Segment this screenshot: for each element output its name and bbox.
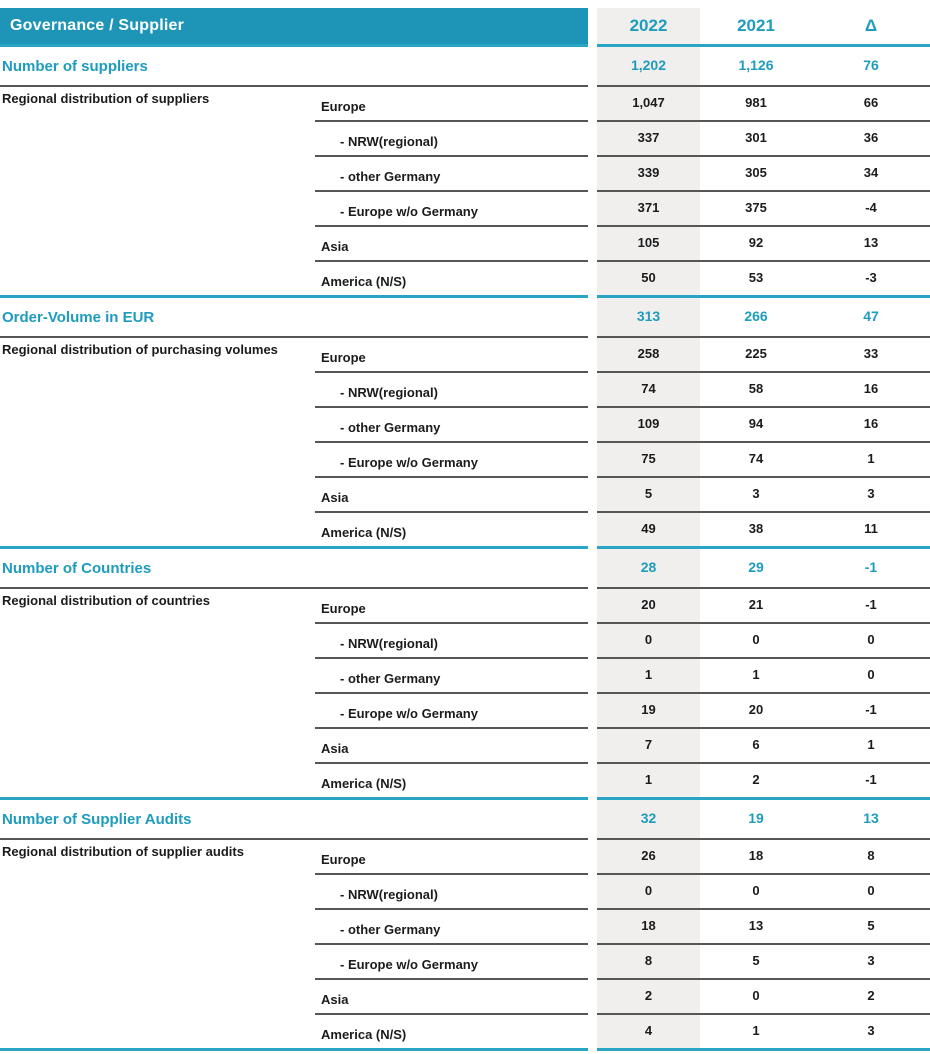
row-group-label	[0, 192, 315, 227]
table-section	[0, 47, 930, 298]
data-row	[0, 478, 930, 513]
value-delta: 2	[812, 980, 930, 1015]
value-2022: 5	[597, 478, 700, 513]
region-label: America (N/S)	[315, 764, 588, 800]
value-2022: 75	[597, 443, 700, 478]
table-title-bar	[0, 8, 588, 47]
value-delta: 0	[812, 875, 930, 910]
value-2021: 0	[700, 875, 812, 910]
column-gap	[588, 338, 597, 373]
value-2021: 58	[700, 373, 812, 408]
data-row	[0, 694, 930, 729]
region-label: Asia	[315, 729, 588, 764]
section-total-2021: 1,126	[700, 47, 812, 87]
table-sections	[0, 47, 930, 1051]
region-label: - Europe w/o Germany	[315, 945, 588, 980]
value-2022: 1,047	[597, 87, 700, 122]
table-section	[0, 298, 930, 549]
section-total-2021: 29	[700, 549, 812, 589]
value-2021: 20	[700, 694, 812, 729]
section-total-delta: 13	[812, 800, 930, 840]
data-row	[0, 659, 930, 694]
row-group-label	[0, 875, 315, 910]
row-group-label	[0, 1015, 315, 1051]
value-2022: 0	[597, 624, 700, 659]
value-delta: 16	[812, 408, 930, 443]
row-group-label	[0, 764, 315, 800]
column-gap	[588, 945, 597, 980]
row-group-label	[0, 513, 315, 549]
value-2021: 92	[700, 227, 812, 262]
value-delta: 66	[812, 87, 930, 122]
column-header-delta: Δ	[812, 8, 930, 47]
column-gap	[588, 478, 597, 513]
value-2021: 301	[700, 122, 812, 157]
column-gap	[588, 443, 597, 478]
value-delta: 36	[812, 122, 930, 157]
section-total-2022: 1,202	[597, 47, 700, 87]
value-2022: 371	[597, 192, 700, 227]
column-gap	[588, 298, 597, 338]
data-row	[0, 589, 930, 624]
column-gap	[588, 47, 597, 87]
column-gap	[588, 840, 597, 875]
column-gap	[588, 694, 597, 729]
row-group-label: Regional distribution of countries	[2, 593, 210, 608]
column-gap	[588, 192, 597, 227]
row-group-label	[0, 910, 315, 945]
column-gap	[588, 157, 597, 192]
value-delta: 0	[812, 659, 930, 694]
column-gap	[588, 549, 597, 589]
region-label: - Europe w/o Germany	[315, 694, 588, 729]
value-2021: 225	[700, 338, 812, 373]
section-title: Number of Countries	[0, 549, 588, 589]
row-group-label	[0, 945, 315, 980]
section-header-row	[0, 298, 930, 338]
value-delta: 16	[812, 373, 930, 408]
column-gap	[588, 764, 597, 800]
column-gap	[588, 589, 597, 624]
value-delta: 3	[812, 478, 930, 513]
data-row	[0, 875, 930, 910]
table-section	[0, 549, 930, 800]
section-total-2022: 28	[597, 549, 700, 589]
value-delta: 3	[812, 945, 930, 980]
data-row	[0, 764, 930, 800]
value-2022: 20	[597, 589, 700, 624]
section-total-2022: 313	[597, 298, 700, 338]
section-header-row	[0, 800, 930, 840]
row-group-label	[0, 262, 315, 298]
region-label: America (N/S)	[315, 262, 588, 298]
data-row	[0, 408, 930, 443]
column-gap	[588, 87, 597, 122]
data-row	[0, 443, 930, 478]
column-gap	[588, 1015, 597, 1051]
row-group-label	[0, 408, 315, 443]
region-label: Europe	[315, 338, 588, 373]
data-row	[0, 122, 930, 157]
value-2022: 109	[597, 408, 700, 443]
section-total-delta: -1	[812, 549, 930, 589]
region-label: - NRW(regional)	[315, 122, 588, 157]
section-total-2022: 32	[597, 800, 700, 840]
column-gap	[588, 373, 597, 408]
value-2022: 74	[597, 373, 700, 408]
region-label: America (N/S)	[315, 513, 588, 549]
row-group-label	[0, 443, 315, 478]
value-2021: 18	[700, 840, 812, 875]
section-total-2021: 19	[700, 800, 812, 840]
value-2022: 18	[597, 910, 700, 945]
value-delta: 11	[812, 513, 930, 549]
value-2021: 981	[700, 87, 812, 122]
value-2021: 13	[700, 910, 812, 945]
value-2021: 0	[700, 980, 812, 1015]
column-gap	[588, 910, 597, 945]
data-row	[0, 192, 930, 227]
section-total-delta: 76	[812, 47, 930, 87]
value-2022: 2	[597, 980, 700, 1015]
value-2022: 50	[597, 262, 700, 298]
row-group-label: Regional distribution of supplier audits	[2, 844, 244, 859]
data-row	[0, 227, 930, 262]
column-header-2021: 2021	[700, 8, 812, 47]
section-title: Order-Volume in EUR	[0, 298, 588, 338]
data-row	[0, 338, 930, 373]
row-group-label	[0, 478, 315, 513]
section-total-delta: 47	[812, 298, 930, 338]
value-2021: 53	[700, 262, 812, 298]
region-label: America (N/S)	[315, 1015, 588, 1051]
row-group-label	[0, 980, 315, 1015]
column-gap	[588, 875, 597, 910]
row-group-label: Regional distribution of purchasing volumes	[2, 342, 278, 357]
table-section	[0, 800, 930, 1051]
row-group-label	[0, 729, 315, 764]
column-gap	[588, 513, 597, 549]
region-label: - other Germany	[315, 910, 588, 945]
row-group-label	[0, 227, 315, 262]
data-row	[0, 373, 930, 408]
value-2021: 2	[700, 764, 812, 800]
region-label: - NRW(regional)	[315, 624, 588, 659]
column-gap	[588, 408, 597, 443]
value-2021: 375	[700, 192, 812, 227]
column-gap	[588, 8, 597, 47]
value-delta: 8	[812, 840, 930, 875]
table-title: Governance / Supplier	[10, 17, 185, 34]
value-delta: 13	[812, 227, 930, 262]
region-label: Asia	[315, 478, 588, 513]
value-delta: 1	[812, 729, 930, 764]
value-2021: 1	[700, 1015, 812, 1051]
value-2022: 105	[597, 227, 700, 262]
value-2021: 0	[700, 624, 812, 659]
section-header-row	[0, 47, 930, 87]
value-delta: 5	[812, 910, 930, 945]
row-group-label	[0, 373, 315, 408]
region-label: Asia	[315, 227, 588, 262]
data-row	[0, 945, 930, 980]
value-2022: 337	[597, 122, 700, 157]
value-2022: 339	[597, 157, 700, 192]
value-2022: 26	[597, 840, 700, 875]
region-label: Europe	[315, 589, 588, 624]
column-gap	[588, 659, 597, 694]
data-row	[0, 157, 930, 192]
column-gap	[588, 227, 597, 262]
value-delta: 33	[812, 338, 930, 373]
column-gap	[588, 262, 597, 298]
value-2022: 49	[597, 513, 700, 549]
value-2022: 7	[597, 729, 700, 764]
section-header-row	[0, 549, 930, 589]
value-2021: 305	[700, 157, 812, 192]
region-label: - NRW(regional)	[315, 373, 588, 408]
value-delta: -3	[812, 262, 930, 298]
region-label: - Europe w/o Germany	[315, 443, 588, 478]
value-2022: 258	[597, 338, 700, 373]
column-gap	[588, 800, 597, 840]
value-delta: 3	[812, 1015, 930, 1051]
value-2022: 8	[597, 945, 700, 980]
column-gap	[588, 980, 597, 1015]
value-2022: 19	[597, 694, 700, 729]
region-label: Asia	[315, 980, 588, 1015]
value-delta: -4	[812, 192, 930, 227]
row-group-label	[0, 122, 315, 157]
value-delta: 34	[812, 157, 930, 192]
data-row	[0, 840, 930, 875]
column-header-2022: 2022	[597, 8, 700, 47]
region-label: Europe	[315, 87, 588, 122]
column-gap	[588, 122, 597, 157]
data-row	[0, 513, 930, 549]
data-row	[0, 729, 930, 764]
value-2022: 0	[597, 875, 700, 910]
section-title: Number of suppliers	[0, 47, 588, 87]
column-gap	[588, 624, 597, 659]
data-row	[0, 624, 930, 659]
value-delta: -1	[812, 694, 930, 729]
row-group-label: Regional distribution of suppliers	[2, 91, 210, 106]
region-label: - other Germany	[315, 408, 588, 443]
value-2021: 5	[700, 945, 812, 980]
value-2022: 1	[597, 659, 700, 694]
value-2021: 21	[700, 589, 812, 624]
column-gap	[588, 729, 597, 764]
section-total-2021: 266	[700, 298, 812, 338]
section-title: Number of Supplier Audits	[0, 800, 588, 840]
value-delta: -1	[812, 589, 930, 624]
value-2022: 1	[597, 764, 700, 800]
region-label: - other Germany	[315, 157, 588, 192]
value-2021: 1	[700, 659, 812, 694]
row-group-label	[0, 659, 315, 694]
row-group-label	[0, 157, 315, 192]
region-label: Europe	[315, 840, 588, 875]
row-group-label	[0, 624, 315, 659]
value-delta: 1	[812, 443, 930, 478]
region-label: - Europe w/o Germany	[315, 192, 588, 227]
value-delta: 0	[812, 624, 930, 659]
data-row	[0, 910, 930, 945]
value-2021: 6	[700, 729, 812, 764]
value-2021: 38	[700, 513, 812, 549]
data-row	[0, 980, 930, 1015]
table-header-row	[0, 8, 930, 47]
value-2021: 94	[700, 408, 812, 443]
region-label: - NRW(regional)	[315, 875, 588, 910]
row-group-label	[0, 694, 315, 729]
data-row	[0, 87, 930, 122]
value-delta: -1	[812, 764, 930, 800]
data-row	[0, 1015, 930, 1051]
value-2022: 4	[597, 1015, 700, 1051]
value-2021: 3	[700, 478, 812, 513]
data-row	[0, 262, 930, 298]
value-2021: 74	[700, 443, 812, 478]
region-label: - other Germany	[315, 659, 588, 694]
